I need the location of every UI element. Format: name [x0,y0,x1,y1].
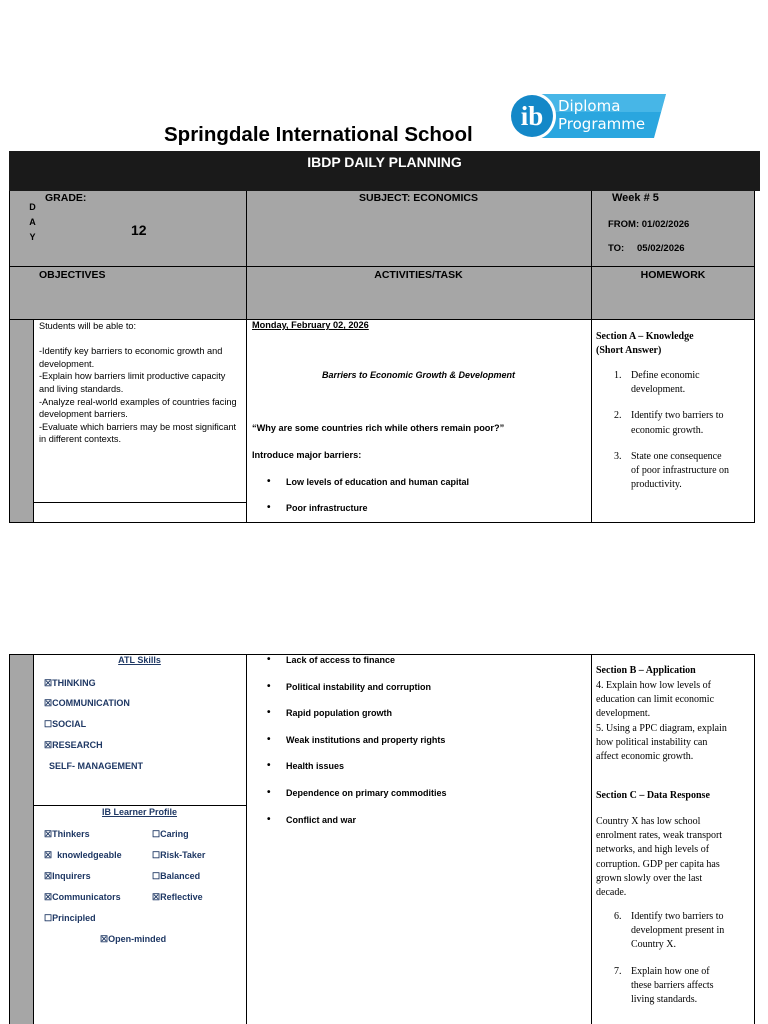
profile-item-risk-taker: ☐Risk-Taker [152,850,206,860]
atl-item-communication: ☒COMMUNICATION [44,698,130,708]
svg-text:Programme: Programme [558,115,646,133]
profile-item-reflective: ☒Reflective [152,892,203,902]
profile-item-balanced: ☐Balanced [152,871,201,881]
week-label: Week # 5 [612,192,659,204]
checkbox-icon: ☐ [152,871,161,881]
subject-label: SUBJECT: ECONOMICS [358,192,478,204]
section-a-questions [592,369,732,492]
ib-diploma-logo [506,88,666,149]
profile-item-open-minded: ☒Open-minded [100,934,167,944]
list-item: 7. Explain how one of these barriers affects living standards. [614,965,714,1006]
list-item: • Poor infrastructure [253,503,583,513]
to-date: 05/02/2026 [637,243,685,254]
homework-header: HOMEWORK [640,269,706,281]
checkbox-icon: ☐ [152,829,161,839]
list-item: • Conflict and war [253,815,583,825]
atl-item-thinking: ☒THINKING [44,678,96,688]
profile-item-knowledgeable: ☒ knowledgeable [44,850,122,860]
list-item: 2. Identify two barriers to economic growth. [614,410,724,436]
day-strip [9,319,33,523]
list-item: 1. Define economic development. [614,370,700,396]
header-gray-left [9,191,591,319]
svg-text:Diploma: Diploma [558,97,621,115]
from-date: FROM: 01/02/2026 [608,219,690,230]
section-c-title: Section C – Data Response [596,790,710,801]
list-item: • Health issues [253,761,583,788]
section-c-passage: Country X has low school enrolment rates, weak transport networks, and high levels of corruption. GDP per capita has grown slowly over the last decade. [596,816,723,899]
profile-item-communicators: ☒Communicators [44,892,121,902]
day-strip-page2 [9,654,33,1024]
svg-text:ib: ib [520,101,544,131]
checkbox-icon: ☒ [44,892,53,902]
checkbox-icon: ☒ [100,934,109,944]
section-c-questions [592,910,732,1007]
barriers-intro: Introduce major barriers: [252,450,362,460]
barriers-list-page1 [253,477,583,513]
checkbox-icon: ☒ [44,829,53,839]
planning-banner [9,151,760,191]
banner-title: IBDP DAILY PLANNING [307,154,462,170]
checkbox-icon: ☒ [44,850,53,860]
list-item: • Rapid population growth [253,708,583,735]
list-item: • Weak institutions and property rights [253,735,583,762]
checkbox-icon: ☐ [152,850,161,860]
checkbox-icon: ☐ [44,913,53,923]
profile-item-inquirers: ☒Inquirers [44,871,91,881]
profile-item-principled: ☐Principled [44,913,96,923]
checkbox-icon: ☒ [44,740,53,750]
section-a-title: Section A – Knowledge (Short Answer) [596,331,694,356]
list-item: 6. Identify two barriers to development present in Country X. [614,911,725,951]
grade-value: 12 [131,222,147,238]
school-name: Springdale International School [164,123,473,146]
list-item: • Political instability and corruption [253,682,583,709]
atl-item-self-management: SELF- MANAGEMENT [49,761,143,771]
activities-header: ACTIVITIES/TASK [374,269,463,281]
to-label: TO: [608,243,625,254]
checkbox-icon: ☒ [44,698,53,708]
header-gray-right [591,191,755,319]
objectives-list: Students will be able to: -Identify key barriers to economic growth and development. -Explain how barriers limit productive capacity and living standards. -Analyze real-world examples of countries facing development barriers. -Evaluate which barriers may be most significant in different contexts. [39,321,237,445]
section-b-questions: 4. Explain how low levels of education can limit economic development. 5. Using a PPC diagram, explain how political instability can affect economic growth. [596,680,727,763]
list-item: • Lack of access to finance [253,655,583,682]
day-label: D A Y [29,202,36,242]
atl-title: ATL Skills [118,655,161,665]
list-item: 3. State one consequence of poor infrastructure on productivity. [614,450,730,491]
lesson-topic: Barriers to Economic Growth & Development [321,370,516,380]
checkbox-icon: ☒ [44,871,53,881]
atl-item-social: ☐SOCIAL [44,719,87,729]
atl-item-research: ☒RESEARCH [44,740,103,750]
learner-profile-title: IB Learner Profile [101,807,178,817]
list-item: • Low levels of education and human capital [253,477,583,503]
lesson-date: Monday, February 02, 2026 [252,320,369,330]
profile-item-thinkers: ☒Thinkers [44,829,90,839]
barriers-list-page2 [253,655,583,825]
checkbox-icon: ☒ [152,892,161,902]
objectives-header: OBJECTIVES [39,269,106,281]
checkbox-icon: ☐ [44,719,53,729]
list-item: • Dependence on primary commodities [253,788,583,815]
checkbox-icon: ☒ [44,678,53,688]
section-b-title: Section B – Application [596,665,696,676]
grade-label: GRADE: [45,192,87,204]
lesson-question: “Why are some countries rich while others remain poor?” [252,423,505,433]
profile-item-caring: ☐Caring [152,829,189,839]
